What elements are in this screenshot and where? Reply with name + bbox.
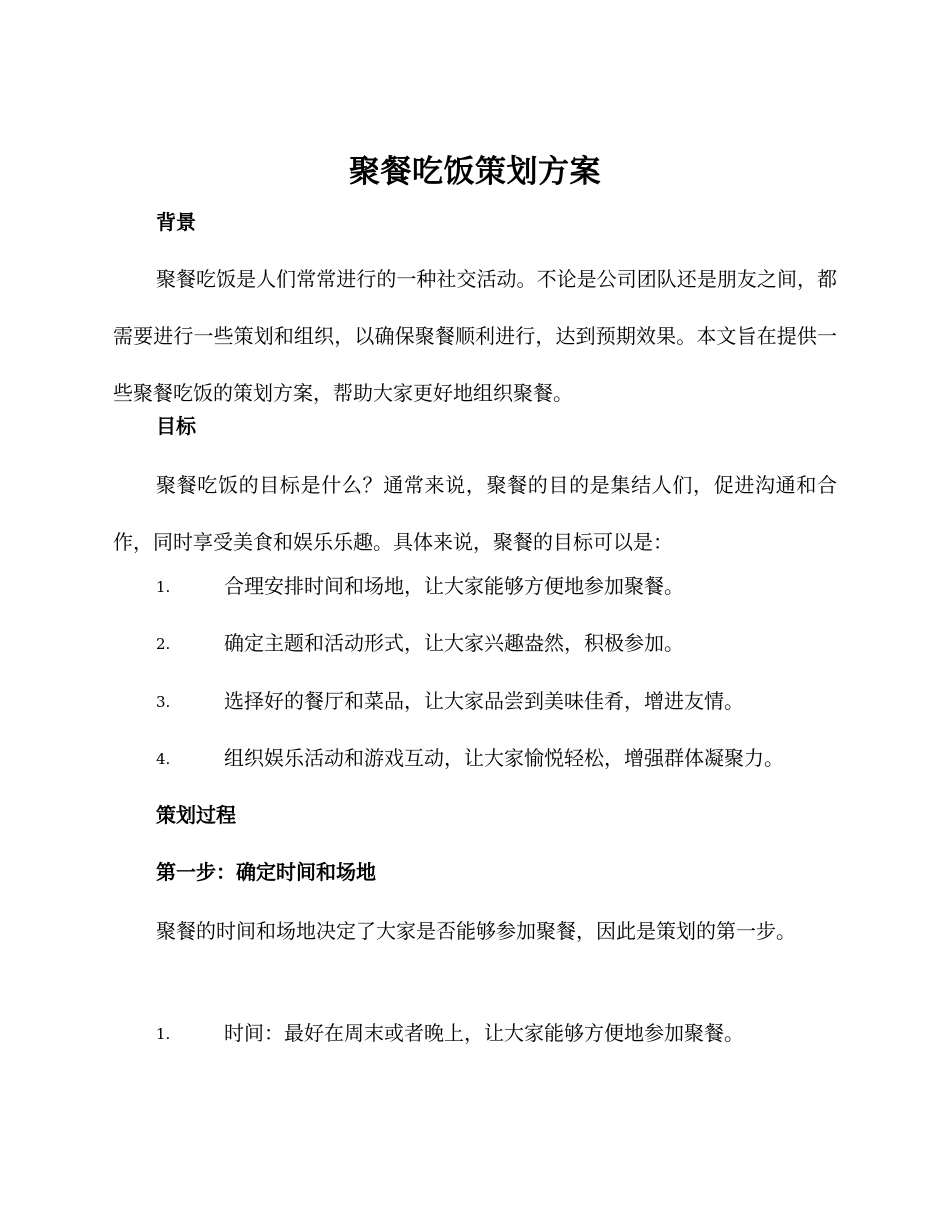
list-text: 合理安排时间和场地，让大家能够方便地参加聚餐。: [224, 574, 684, 598]
list-number: 4.: [156, 750, 171, 768]
list-text: 组织娱乐活动和游戏互动，让大家愉悦轻松，增强群体凝聚力。: [224, 746, 784, 770]
paragraph-step1: 聚餐的时间和场地决定了大家是否能够参加聚餐，因此是策划的第一步。: [156, 919, 796, 943]
goal-list-item: [156, 628, 856, 658]
list-number: 2.: [156, 635, 171, 653]
paragraph-background: 聚餐吃饭是人们常常进行的一种社交活动。不论是公司团队还是朋友之间，都需要进行一些策划和组织，以确保聚餐顺利进行，达到预期效果。本文旨在提供一些聚餐吃饭的策划方案，帮助大家更好地组织聚餐。: [113, 267, 837, 405]
list-number: 3.: [156, 693, 171, 711]
goal-list-item: [156, 743, 856, 773]
goal-list-item: [156, 686, 856, 716]
list-text: 确定主题和活动形式，让大家兴趣盎然，积极参加。: [224, 631, 684, 655]
document-title: 聚餐吃饭策划方案: [349, 154, 601, 190]
list-text: 时间：最好在周末或者晚上，让大家能够方便地参加聚餐。: [224, 1021, 744, 1045]
list-text: 选择好的餐厅和菜品，让大家品尝到美味佳肴，增进友情。: [224, 689, 744, 713]
heading-goals: 目标: [156, 414, 196, 438]
list-number: 1.: [156, 1025, 171, 1043]
list-number: 1.: [156, 578, 171, 596]
heading-step1: 第一步：确定时间和场地: [156, 860, 376, 884]
step1-list-item: [156, 1018, 856, 1048]
goal-list-item: [156, 571, 856, 601]
heading-process: 策划过程: [156, 803, 236, 827]
paragraph-goals: 聚餐吃饭的目标是什么？通常来说，聚餐的目的是集结人们，促进沟通和合作，同时享受美食和娱乐乐趣。具体来说，聚餐的目标可以是：: [113, 473, 837, 554]
heading-background: 背景: [156, 210, 196, 234]
